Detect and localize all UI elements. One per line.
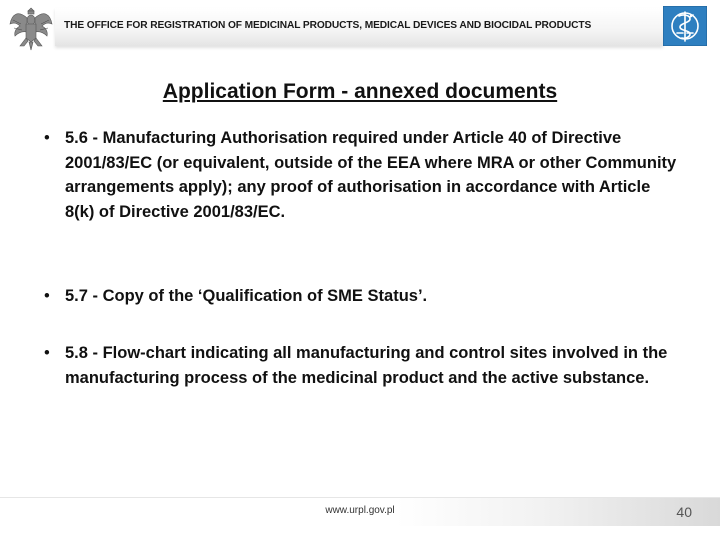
bullet-item-5-7	[44, 284, 684, 309]
header-text: THE OFFICE FOR REGISTRATION OF MEDICINAL PRODUCTS, MEDICAL DEVICES AND BIOCIDAL PRODUCTS	[64, 20, 592, 31]
page-number: 40	[676, 504, 692, 520]
bullet-text: 5.7 - Copy of the ‘Qualification of SME Status’.	[65, 287, 428, 305]
footer-url: www.urpl.gov.pl	[325, 505, 395, 516]
caduceus-logo-icon	[663, 6, 707, 46]
bullet-text: 5.8 - Flow-chart indicating all manufacturing and control sites involved in the manufacturing process of the medicinal product and the active substance.	[65, 344, 668, 387]
bullet-item-5-6	[44, 126, 684, 224]
bullet-marker: •	[44, 129, 50, 147]
bullet-marker: •	[44, 344, 50, 362]
eagle-emblem-icon	[8, 4, 54, 52]
bullet-marker: •	[44, 287, 50, 305]
bullet-item-5-8	[44, 341, 684, 390]
bullet-text: 5.6 - Manufacturing Authorisation required under Article 40 of Directive 2001/83/EC (or equivalent, outside of the EEA where MRA or other Community arrangements apply); any proof of authorisation in accordance with Article 8(k) of Directive 2001/83/EC.	[65, 129, 677, 221]
page-title: Application Form - annexed documents	[162, 80, 558, 103]
